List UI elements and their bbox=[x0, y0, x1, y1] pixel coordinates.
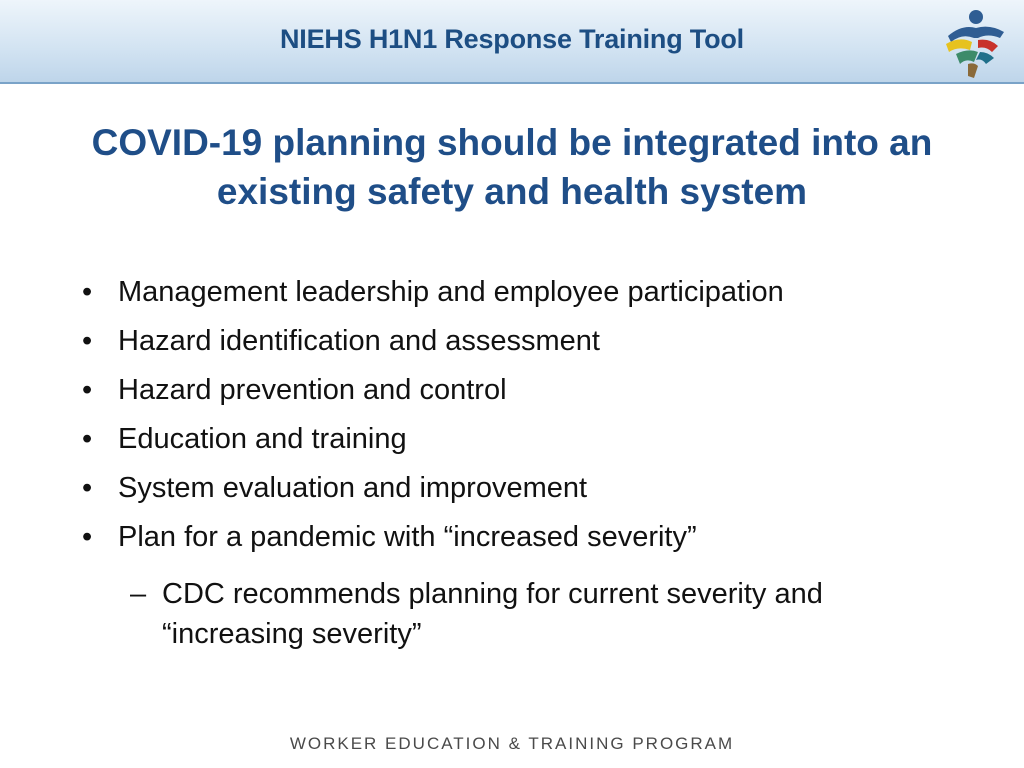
bullet-item bbox=[80, 317, 960, 366]
sub-bullet-dash: – bbox=[130, 578, 147, 610]
sub-bullet-item bbox=[130, 574, 910, 654]
bullet-text: System evaluation and improvement bbox=[118, 472, 588, 504]
header-title: NIEHS H1N1 Response Training Tool bbox=[280, 24, 744, 54]
sub-bullet-text: CDC recommends planning for current severity and “increasing severity” bbox=[162, 578, 823, 650]
bullet-dot: • bbox=[82, 276, 93, 308]
bullet-item bbox=[80, 366, 960, 415]
slide-title: COVID-19 planning should be integrated into an existing safety and health system bbox=[91, 122, 933, 212]
bullet-dot: • bbox=[82, 374, 93, 406]
bullet-dot: • bbox=[82, 521, 93, 553]
bullet-dot: • bbox=[82, 423, 93, 455]
bullet-list bbox=[80, 268, 960, 562]
bullet-item bbox=[80, 415, 960, 464]
bullet-text: Hazard prevention and control bbox=[118, 374, 507, 406]
bullet-dot: • bbox=[82, 325, 93, 357]
bullet-text: Plan for a pandemic with “increased severity” bbox=[118, 521, 697, 553]
bullet-dot: • bbox=[82, 472, 93, 504]
niehs-person-logo-icon bbox=[938, 6, 1010, 80]
bullet-item bbox=[80, 268, 960, 317]
bullet-item bbox=[80, 513, 960, 562]
bullet-text: Hazard identification and assessment bbox=[118, 325, 600, 357]
bullet-text: Education and training bbox=[118, 423, 407, 455]
footer-program-name: WORKER EDUCATION & TRAINING PROGRAM bbox=[289, 734, 735, 753]
bullet-text: Management leadership and employee participation bbox=[118, 276, 784, 308]
bullet-item bbox=[80, 464, 960, 513]
